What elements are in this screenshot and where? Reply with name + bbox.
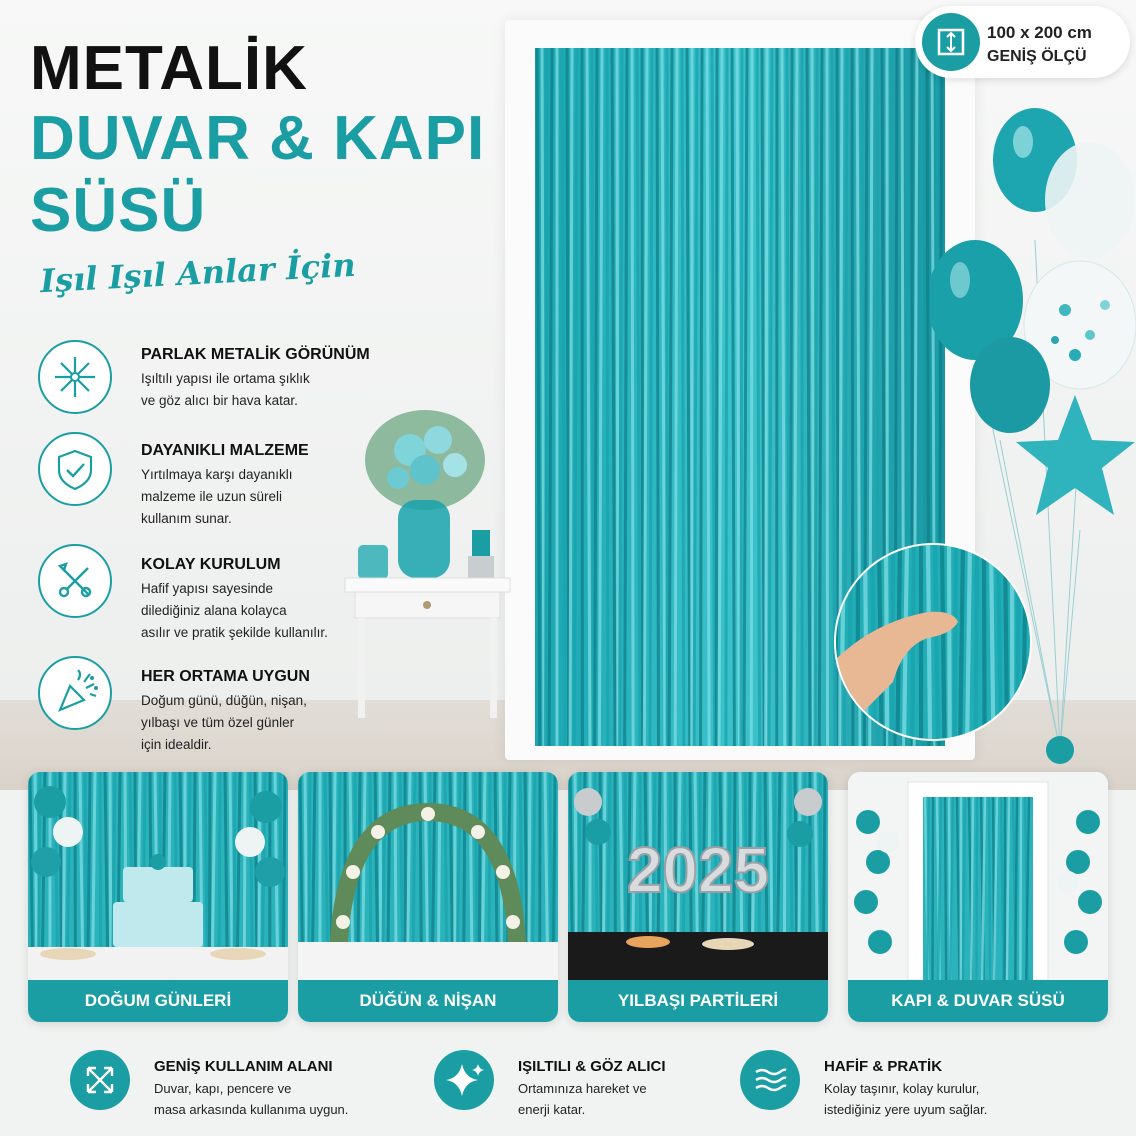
foil-strand (766, 48, 767, 746)
foil-strand (545, 48, 547, 746)
detail-zoom-image (833, 542, 1033, 742)
desc-line: Hafif yapısı sayesinde (141, 581, 274, 596)
expand-arrows-icon (70, 1050, 130, 1110)
foil-strand (617, 48, 618, 746)
foil-strand (945, 797, 946, 980)
bottom-title: IŞILTILI & GÖZ ALICI (518, 1058, 666, 1075)
title-line-2: DUVAR & KAPI (30, 104, 486, 173)
foil-strand (701, 48, 702, 746)
desc-line: Kolay taşınır, kolay kurulur, (824, 1081, 980, 1096)
foil-strand (942, 542, 944, 742)
desc-line: Doğum günü, düğün, nişan, (141, 693, 307, 708)
feature-title: PARLAK METALİK GÖRÜNÜM (141, 346, 370, 363)
foil-strand (841, 542, 844, 742)
foil-strand (1005, 542, 1007, 742)
desc-line: malzeme ile uzun süreli (141, 489, 283, 504)
foil-strand (650, 48, 652, 746)
card-label: DOĞUM GÜNLERİ (28, 980, 288, 1022)
card-label: DÜĞÜN & NİŞAN (298, 980, 558, 1022)
size-label: GENİŞ ÖLÇÜ (987, 48, 1087, 65)
desc-line: Işıltılı yapısı ile ortama şıklık (141, 371, 310, 386)
desc-line: enerji katar. (518, 1102, 586, 1117)
foil-strand (1023, 542, 1026, 742)
foil-strand (726, 48, 727, 746)
tools-icon (38, 544, 112, 618)
foil-strand (790, 48, 792, 746)
bottom-title: HAFİF & PRATİK (824, 1058, 943, 1075)
title-line-3: SÜSÜ (30, 176, 207, 245)
bottom-desc (154, 1078, 434, 1120)
sparkle-arrows-icon (38, 340, 112, 414)
sparkles-icon (434, 1050, 494, 1110)
foil-strand (812, 48, 814, 746)
desc-line: asılır ve pratik şekilde kullanılır. (141, 625, 328, 640)
party-popper-icon (38, 656, 112, 730)
foil-strand (928, 542, 930, 742)
desc-line: Ortamınıza hareket ve (518, 1081, 647, 1096)
feature-desc (141, 368, 381, 412)
foil-strand (607, 48, 608, 746)
bottom-title: GENİŞ KULLANIM ALANI (154, 1058, 333, 1075)
foil-strand (567, 48, 569, 746)
desc-line: Duvar, kapı, pencere ve (154, 1081, 292, 1096)
desc-line: dilediğiniz alana kolayca (141, 603, 287, 618)
card-newyear (568, 772, 828, 1022)
foil-strand (741, 48, 742, 746)
foil-strand (592, 48, 593, 746)
foil-strand (849, 542, 851, 742)
feature-desc (141, 578, 381, 644)
foil-strand (657, 48, 658, 746)
birthday-scene-image (28, 772, 288, 980)
desc-line: için idealdir. (141, 737, 212, 752)
card-label: KAPI & DUVAR SÜSÜ (848, 980, 1108, 1022)
foil-strand (967, 542, 970, 742)
foil-strand (707, 48, 709, 746)
foil-strand (787, 48, 789, 746)
card-wedding (298, 772, 558, 1022)
foil-strand (960, 542, 963, 742)
foil-strand (751, 48, 752, 746)
door-scene-image (848, 772, 1108, 980)
size-value: 100 x 200 cm (987, 23, 1092, 42)
desc-line: yılbaşı ve tüm özel günler (141, 715, 295, 730)
card-birthday (28, 772, 288, 1022)
desc-line: Yırtılmaya karşı dayanıklı (141, 467, 293, 482)
wedding-scene-image (298, 772, 558, 980)
foil-strand (570, 48, 572, 746)
foil-strand (632, 48, 633, 746)
foil-strand (716, 48, 717, 746)
waves-icon (740, 1050, 800, 1110)
title-line-1: METALİK (30, 34, 308, 103)
foil-strand (932, 797, 933, 980)
year-sign: 2025 (626, 834, 770, 906)
feature-title: HER ORTAMA UYGUN (141, 668, 310, 685)
foil-strand (827, 48, 828, 746)
feature-title: DAYANIKLI MALZEME (141, 442, 309, 459)
desc-line: kullanım sunar. (141, 511, 232, 526)
foil-strand (949, 542, 950, 742)
feature-desc (141, 690, 381, 756)
desc-line: masa arkasında kullanıma uygun. (154, 1102, 349, 1117)
bottom-desc (518, 1078, 758, 1120)
foil-strand (675, 48, 677, 746)
foil-strand (542, 48, 544, 746)
feature-title: KOLAY KURULUM (141, 556, 281, 573)
size-badge (915, 6, 1130, 78)
foil-strand (935, 542, 938, 742)
bottom-desc (824, 1078, 1114, 1120)
foil-strand (991, 542, 993, 742)
foil-strand (682, 48, 684, 746)
foil-strand (1020, 797, 1021, 980)
desc-line: istediğiniz yere uyum sağlar. (824, 1102, 988, 1117)
desc-line: ve göz alıcı bir hava katar. (141, 393, 298, 408)
foil-strand (989, 797, 990, 980)
shield-check-icon (38, 432, 112, 506)
foil-strand (1017, 542, 1019, 742)
tagline: Işıl Işıl Anlar İçin (39, 245, 357, 301)
card-label: YILBAŞI PARTİLERİ (568, 980, 828, 1022)
foil-strand (955, 542, 956, 742)
foil-strand (642, 48, 643, 746)
ruler-frame-icon (922, 13, 980, 71)
foil-strand (815, 48, 817, 746)
foil-strand (976, 542, 977, 742)
foil-strand (976, 797, 977, 980)
foil-strand (984, 542, 985, 742)
newyear-scene-image (568, 772, 828, 980)
feature-desc (141, 464, 381, 530)
card-door (848, 772, 1108, 1022)
